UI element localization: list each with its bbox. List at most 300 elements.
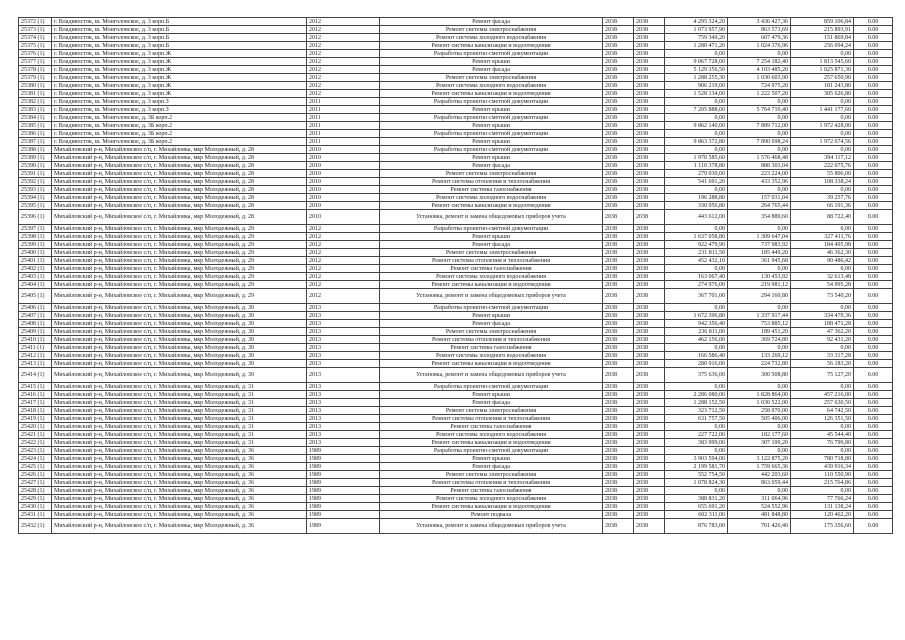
total-cost-cell: 3 903 594,00 bbox=[665, 455, 728, 463]
total-cost-cell: 541 691,20 bbox=[665, 178, 728, 186]
year-cell: 1989 bbox=[307, 503, 380, 511]
row-id-cell: 25413 (1) bbox=[19, 360, 52, 368]
row-id-cell: 25432 (1) bbox=[19, 519, 52, 534]
total-cost-cell: 443 612,00 bbox=[665, 210, 728, 225]
owner-funds-cell: 300 508,80 bbox=[728, 368, 791, 383]
plan-start-cell: 2038 bbox=[603, 383, 634, 391]
year-cell: 2012 bbox=[307, 58, 380, 66]
total-cost-cell: 1 280 471,20 bbox=[665, 42, 728, 50]
year-cell: 2013 bbox=[307, 328, 380, 336]
year-cell: 2012 bbox=[307, 233, 380, 241]
row-id-cell: 25410 (1) bbox=[19, 336, 52, 344]
owner-funds-cell: 361 945,68 bbox=[728, 257, 791, 265]
plan-start-cell: 2038 bbox=[603, 328, 634, 336]
plan-end-cell: 2038 bbox=[634, 304, 665, 312]
plan-start-cell: 2038 bbox=[603, 42, 634, 50]
table-row bbox=[19, 312, 893, 320]
plan-end-cell: 2038 bbox=[634, 503, 665, 511]
owner-funds-cell: 157 031,04 bbox=[728, 194, 791, 202]
work-type-cell: Ремонт системы канализации и водоотведения bbox=[380, 42, 603, 50]
owner-funds-cell: 0,00 bbox=[728, 344, 791, 352]
work-type-cell: Ремонт системы холодного водоснабжения bbox=[380, 273, 603, 281]
table-row bbox=[19, 336, 893, 344]
work-type-cell: Ремонт подвала bbox=[380, 511, 603, 519]
other-funds-cell: 327 411,76 bbox=[791, 233, 854, 241]
other-funds-cell: 257 630,50 bbox=[791, 399, 854, 407]
address-cell: Михайловский р-н, Михайловское с/п, г. Михайловка, мкр Молодежный, д. 29 bbox=[52, 289, 307, 304]
plan-end-cell: 2038 bbox=[634, 352, 665, 360]
year-cell: 2012 bbox=[307, 241, 380, 249]
other-funds-cell: 54 995,28 bbox=[791, 281, 854, 289]
plan-start-cell: 2038 bbox=[603, 162, 634, 170]
owner-funds-cell: 0,00 bbox=[728, 383, 791, 391]
owner-funds-cell: 1 337 917,44 bbox=[728, 312, 791, 320]
plan-end-cell: 2038 bbox=[634, 312, 665, 320]
other-funds-cell: 39 257,76 bbox=[791, 194, 854, 202]
table-row bbox=[19, 257, 893, 265]
plan-end-cell: 2038 bbox=[634, 391, 665, 399]
other-funds-cell: 0,00 bbox=[791, 423, 854, 431]
total-cost-cell: 602 311,00 bbox=[665, 511, 728, 519]
work-type-cell: Ремонт фасада bbox=[380, 241, 603, 249]
row-id-cell: 25377 (1) bbox=[19, 58, 52, 66]
address-cell: Михайловский р-н, Михайловское с/п, г. Михайловка, мкр Молодежный, д. 30 bbox=[52, 312, 307, 320]
year-cell: 1989 bbox=[307, 487, 380, 495]
address-cell: Михайловский р-н, Михайловское с/п, г. Михайловка, мкр Молодежный, д. 28 bbox=[52, 202, 307, 210]
year-cell: 2013 bbox=[307, 431, 380, 439]
plan-end-cell: 2038 bbox=[634, 399, 665, 407]
year-cell: 2013 bbox=[307, 304, 380, 312]
extra-cell: 0.00 bbox=[854, 368, 893, 383]
work-type-cell: Ремонт фасада bbox=[380, 399, 603, 407]
year-cell: 2010 bbox=[307, 178, 380, 186]
extra-cell: 0.00 bbox=[854, 328, 893, 336]
address-cell: г. Владивосток, ш. Монголовское, д. 3Б корп.2 bbox=[52, 130, 307, 138]
address-cell: Михайловский р-н, Михайловское с/п, г. Михайловка, мкр Молодежный, д. 31 bbox=[52, 423, 307, 431]
table-row bbox=[19, 289, 893, 304]
plan-start-cell: 2038 bbox=[603, 82, 634, 90]
row-id-cell: 25374 (1) bbox=[19, 34, 52, 42]
other-funds-cell: 108 338,24 bbox=[791, 178, 854, 186]
year-cell: 2010 bbox=[307, 162, 380, 170]
row-id-cell: 25411 (1) bbox=[19, 344, 52, 352]
year-cell: 2010 bbox=[307, 154, 380, 162]
work-type-cell: Разработка проектно-сметной документации bbox=[380, 383, 603, 391]
total-cost-cell: 330 956,80 bbox=[665, 202, 728, 210]
year-cell: 1989 bbox=[307, 519, 380, 534]
table-row bbox=[19, 383, 893, 391]
plan-start-cell: 2038 bbox=[603, 273, 634, 281]
total-cost-cell: 631 757,50 bbox=[665, 415, 728, 423]
address-cell: г. Владивосток, ш. Монголовское, д. 3 корп.Ж bbox=[52, 58, 307, 66]
work-type-cell: Ремонт крыши bbox=[380, 138, 603, 146]
address-cell: Михайловский р-н, Михайловское с/п, г. Михайловка, мкр Молодежный, д. 29 bbox=[52, 241, 307, 249]
plan-end-cell: 2038 bbox=[634, 178, 665, 186]
owner-funds-cell: 0,00 bbox=[728, 447, 791, 455]
other-funds-cell: 131 138,24 bbox=[791, 503, 854, 511]
row-id-cell: 25380 (1) bbox=[19, 82, 52, 90]
extra-cell: 0.00 bbox=[854, 98, 893, 106]
extra-cell: 0.00 bbox=[854, 122, 893, 130]
other-funds-cell: 32 613,48 bbox=[791, 273, 854, 281]
other-funds-cell: 151 869,84 bbox=[791, 34, 854, 42]
table-row bbox=[19, 162, 893, 170]
other-funds-cell: 439 916,34 bbox=[791, 463, 854, 471]
owner-funds-cell: 294 160,80 bbox=[728, 289, 791, 304]
extra-cell: 0.00 bbox=[854, 487, 893, 495]
total-cost-cell: 1 672 396,80 bbox=[665, 312, 728, 320]
address-cell: Михайловский р-н, Михайловское с/п, г. Михайловка, мкр Молодежный, д. 36 bbox=[52, 487, 307, 495]
extra-cell: 0.00 bbox=[854, 519, 893, 534]
address-cell: Михайловский р-н, Михайловское с/п, г. Михайловка, мкр Молодежный, д. 28 bbox=[52, 210, 307, 225]
extra-cell: 0.00 bbox=[854, 66, 893, 74]
extra-cell: 0.00 bbox=[854, 455, 893, 463]
year-cell: 2011 bbox=[307, 122, 380, 130]
table-row bbox=[19, 50, 893, 58]
work-type-cell: Ремонт системы холодного водоснабжения bbox=[380, 352, 603, 360]
work-type-cell: Ремонт системы канализации и водоотведения bbox=[380, 360, 603, 368]
address-cell: Михайловский р-н, Михайловское с/п, г. Михайловка, мкр Молодежный, д. 31 bbox=[52, 399, 307, 407]
row-id-cell: 25393 (1) bbox=[19, 186, 52, 194]
plan-end-cell: 2038 bbox=[634, 154, 665, 162]
owner-funds-cell: 1 222 507,20 bbox=[728, 90, 791, 98]
table-row bbox=[19, 58, 893, 66]
address-cell: Михайловский р-н, Михайловское с/п, г. Михайловка, мкр Молодежный, д. 31 bbox=[52, 383, 307, 391]
plan-start-cell: 2038 bbox=[603, 344, 634, 352]
work-type-cell: Ремонт системы холодного водоснабжения bbox=[380, 34, 603, 42]
row-id-cell: 25386 (1) bbox=[19, 130, 52, 138]
table-row bbox=[19, 82, 893, 90]
address-cell: г. Владивосток, ш. Монголовское, д. 3 корп.Б bbox=[52, 42, 307, 50]
owner-funds-cell: 1 828 864,00 bbox=[728, 391, 791, 399]
row-id-cell: 25379 (1) bbox=[19, 74, 52, 82]
year-cell: 2013 bbox=[307, 415, 380, 423]
plan-end-cell: 2038 bbox=[634, 210, 665, 225]
work-type-cell: Ремонт системы газоснабжения bbox=[380, 265, 603, 273]
plan-start-cell: 2038 bbox=[603, 471, 634, 479]
other-funds-cell: 457 216,00 bbox=[791, 391, 854, 399]
owner-funds-cell: 1 030 522,00 bbox=[728, 399, 791, 407]
other-funds-cell: 110 550,90 bbox=[791, 471, 854, 479]
extra-cell: 0.00 bbox=[854, 146, 893, 154]
total-cost-cell: 280 916,00 bbox=[665, 360, 728, 368]
other-funds-cell: 1 025 871,30 bbox=[791, 66, 854, 74]
plan-start-cell: 2038 bbox=[603, 154, 634, 162]
other-funds-cell: 0,00 bbox=[791, 130, 854, 138]
address-cell: Михайловский р-н, Михайловское с/п, г. Михайловка, мкр Молодежный, д. 36 bbox=[52, 463, 307, 471]
table-row bbox=[19, 233, 893, 241]
table-row bbox=[19, 328, 893, 336]
address-cell: Михайловский р-н, Михайловское с/п, г. Михайловка, мкр Молодежный, д. 30 bbox=[52, 352, 307, 360]
other-funds-cell: 46 362,30 bbox=[791, 249, 854, 257]
plan-end-cell: 2038 bbox=[634, 74, 665, 82]
address-cell: Михайловский р-н, Михайловское с/п, г. Михайловка, мкр Молодежный, д. 29 bbox=[52, 225, 307, 233]
other-funds-cell: 859 106,84 bbox=[791, 18, 854, 26]
year-cell: 2013 bbox=[307, 391, 380, 399]
work-type-cell: Ремонт крыши bbox=[380, 455, 603, 463]
plan-end-cell: 2038 bbox=[634, 423, 665, 431]
plan-start-cell: 2038 bbox=[603, 495, 634, 503]
owner-funds-cell: 5 764 710,40 bbox=[728, 106, 791, 114]
work-type-cell: Ремонт фасада bbox=[380, 162, 603, 170]
owner-funds-cell: 524 552,96 bbox=[728, 503, 791, 511]
address-cell: Михайловский р-н, Михайловское с/п, г. Михайловка, мкр Молодежный, д. 36 bbox=[52, 519, 307, 534]
plan-start-cell: 2038 bbox=[603, 281, 634, 289]
plan-start-cell: 2038 bbox=[603, 66, 634, 74]
total-cost-cell: 0,00 bbox=[665, 50, 728, 58]
other-funds-cell: 188 471,28 bbox=[791, 320, 854, 328]
other-funds-cell: 56 183,20 bbox=[791, 360, 854, 368]
table-row bbox=[19, 170, 893, 178]
plan-start-cell: 2038 bbox=[603, 146, 634, 154]
work-type-cell: Установка, ремонт и замена общедомовых приборов учета bbox=[380, 519, 603, 534]
work-type-cell: Разработка проектно-сметной документации bbox=[380, 447, 603, 455]
plan-start-cell: 2038 bbox=[603, 423, 634, 431]
plan-end-cell: 2038 bbox=[634, 447, 665, 455]
table-row bbox=[19, 503, 893, 511]
plan-start-cell: 2038 bbox=[603, 415, 634, 423]
owner-funds-cell: 223 224,00 bbox=[728, 170, 791, 178]
year-cell: 2010 bbox=[307, 170, 380, 178]
plan-end-cell: 2038 bbox=[634, 360, 665, 368]
owner-funds-cell: 737 983,92 bbox=[728, 241, 791, 249]
year-cell: 2011 bbox=[307, 106, 380, 114]
owner-funds-cell: 1 309 647,04 bbox=[728, 233, 791, 241]
owner-funds-cell: 0,00 bbox=[728, 130, 791, 138]
plan-start-cell: 2038 bbox=[603, 90, 634, 98]
work-type-cell: Разработка проектно-сметной документации bbox=[380, 130, 603, 138]
plan-end-cell: 2038 bbox=[634, 50, 665, 58]
work-type-cell: Ремонт системы отопления и теплоснабжения bbox=[380, 479, 603, 487]
plan-start-cell: 2038 bbox=[603, 26, 634, 34]
extra-cell: 0.00 bbox=[854, 391, 893, 399]
year-cell: 1989 bbox=[307, 447, 380, 455]
row-id-cell: 25408 (1) bbox=[19, 320, 52, 328]
owner-funds-cell: 0,00 bbox=[728, 265, 791, 273]
plan-start-cell: 2038 bbox=[603, 58, 634, 66]
work-type-cell: Ремонт системы электроснабжения bbox=[380, 328, 603, 336]
table-row bbox=[19, 344, 893, 352]
row-id-cell: 25395 (1) bbox=[19, 202, 52, 210]
year-cell: 2012 bbox=[307, 273, 380, 281]
plan-end-cell: 2038 bbox=[634, 225, 665, 233]
plan-end-cell: 2038 bbox=[634, 241, 665, 249]
total-cost-cell: 452 432,10 bbox=[665, 257, 728, 265]
table-row bbox=[19, 455, 893, 463]
address-cell: г. Владивосток, ш. Монголовское, д. 3 корп.Ж bbox=[52, 74, 307, 82]
other-funds-cell: 0,00 bbox=[791, 487, 854, 495]
plan-end-cell: 2038 bbox=[634, 273, 665, 281]
table-row bbox=[19, 186, 893, 194]
plan-start-cell: 2038 bbox=[603, 170, 634, 178]
owner-funds-cell: 1 024 376,96 bbox=[728, 42, 791, 50]
owner-funds-cell: 258 970,00 bbox=[728, 407, 791, 415]
owner-funds-cell: 1 759 665,36 bbox=[728, 463, 791, 471]
work-type-cell: Разработка проектно-сметной документации bbox=[380, 225, 603, 233]
table-row bbox=[19, 423, 893, 431]
other-funds-cell: 1 972 674,56 bbox=[791, 138, 854, 146]
total-cost-cell: 942 356,40 bbox=[665, 320, 728, 328]
owner-funds-cell: 1 030 603,90 bbox=[728, 74, 791, 82]
work-type-cell: Установка, ремонт и замена общедомовых приборов учета bbox=[380, 368, 603, 383]
owner-funds-cell: 863 059,44 bbox=[728, 479, 791, 487]
other-funds-cell: 175 356,60 bbox=[791, 519, 854, 534]
plan-end-cell: 2038 bbox=[634, 82, 665, 90]
owner-funds-cell: 724 975,20 bbox=[728, 82, 791, 90]
row-id-cell: 25389 (1) bbox=[19, 154, 52, 162]
plan-end-cell: 2038 bbox=[634, 257, 665, 265]
plan-start-cell: 2038 bbox=[603, 439, 634, 447]
work-type-cell: Ремонт крыши bbox=[380, 106, 603, 114]
other-funds-cell: 47 362,20 bbox=[791, 328, 854, 336]
plan-end-cell: 2038 bbox=[634, 34, 665, 42]
table-row bbox=[19, 154, 893, 162]
total-cost-cell: 367 701,00 bbox=[665, 289, 728, 304]
owner-funds-cell: 753 885,12 bbox=[728, 320, 791, 328]
extra-cell: 0.00 bbox=[854, 74, 893, 82]
row-id-cell: 25402 (1) bbox=[19, 265, 52, 273]
plan-end-cell: 2038 bbox=[634, 66, 665, 74]
year-cell: 2010 bbox=[307, 194, 380, 202]
year-cell: 1989 bbox=[307, 463, 380, 471]
row-id-cell: 25403 (1) bbox=[19, 273, 52, 281]
plan-start-cell: 2038 bbox=[603, 312, 634, 320]
plan-end-cell: 2038 bbox=[634, 26, 665, 34]
extra-cell: 0.00 bbox=[854, 34, 893, 42]
owner-funds-cell: 133 269,12 bbox=[728, 352, 791, 360]
plan-start-cell: 2038 bbox=[603, 122, 634, 130]
address-cell: Михайловский р-н, Михайловское с/п, г. Михайловка, мкр Молодежный, д. 30 bbox=[52, 360, 307, 368]
work-type-cell: Ремонт системы отопления и теплоснабжения bbox=[380, 178, 603, 186]
address-cell: Михайловский р-н, Михайловское с/п, г. Михайловка, мкр Молодежный, д. 30 bbox=[52, 304, 307, 312]
owner-funds-cell: 4 103 485,20 bbox=[728, 66, 791, 74]
row-id-cell: 25405 (1) bbox=[19, 289, 52, 304]
work-type-cell: Ремонт системы канализации и водоотведения bbox=[380, 281, 603, 289]
row-id-cell: 25431 (1) bbox=[19, 511, 52, 519]
row-id-cell: 25420 (1) bbox=[19, 423, 52, 431]
extra-cell: 0.00 bbox=[854, 289, 893, 304]
other-funds-cell: 0,00 bbox=[791, 50, 854, 58]
extra-cell: 0.00 bbox=[854, 383, 893, 391]
work-type-cell: Ремонт крыши bbox=[380, 312, 603, 320]
year-cell: 2012 bbox=[307, 257, 380, 265]
table-row bbox=[19, 407, 893, 415]
address-cell: Михайловский р-н, Михайловское с/п, г. Михайловка, мкр Молодежный, д. 29 bbox=[52, 233, 307, 241]
plan-end-cell: 2038 bbox=[634, 471, 665, 479]
other-funds-cell: 33 317,28 bbox=[791, 352, 854, 360]
row-id-cell: 25390 (1) bbox=[19, 162, 52, 170]
extra-cell: 0.00 bbox=[854, 178, 893, 186]
owner-funds-cell: 3 122 875,20 bbox=[728, 455, 791, 463]
plan-start-cell: 2038 bbox=[603, 114, 634, 122]
plan-end-cell: 2038 bbox=[634, 281, 665, 289]
address-cell: г. Владивосток, ш. Монголовское, д. 3 корп.Ж bbox=[52, 66, 307, 74]
table-row bbox=[19, 74, 893, 82]
extra-cell: 0.00 bbox=[854, 202, 893, 210]
year-cell: 2012 bbox=[307, 289, 380, 304]
other-funds-cell: 394 117,12 bbox=[791, 154, 854, 162]
plan-start-cell: 2038 bbox=[603, 18, 634, 26]
extra-cell: 0.00 bbox=[854, 511, 893, 519]
year-cell: 2012 bbox=[307, 66, 380, 74]
total-cost-cell: 375 636,00 bbox=[665, 368, 728, 383]
row-id-cell: 25419 (1) bbox=[19, 415, 52, 423]
extra-cell: 0.00 bbox=[854, 90, 893, 98]
address-cell: Михайловский р-н, Михайловское с/п, г. Михайловка, мкр Молодежный, д. 28 bbox=[52, 154, 307, 162]
address-cell: Михайловский р-н, Михайловское с/п, г. Михайловка, мкр Молодежный, д. 28 bbox=[52, 194, 307, 202]
table-row bbox=[19, 487, 893, 495]
address-cell: Михайловский р-н, Михайловское с/п, г. Михайловка, мкр Молодежный, д. 29 bbox=[52, 265, 307, 273]
total-cost-cell: 383 999,00 bbox=[665, 439, 728, 447]
plan-end-cell: 2038 bbox=[634, 344, 665, 352]
extra-cell: 0.00 bbox=[854, 431, 893, 439]
total-cost-cell: 7 205 888,00 bbox=[665, 106, 728, 114]
total-cost-cell: 1 110 378,80 bbox=[665, 162, 728, 170]
plan-end-cell: 2038 bbox=[634, 511, 665, 519]
plan-start-cell: 2038 bbox=[603, 249, 634, 257]
plan-start-cell: 2038 bbox=[603, 138, 634, 146]
work-type-cell: Установка, ремонт и замена общедомовых приборов учета bbox=[380, 210, 603, 225]
plan-start-cell: 2038 bbox=[603, 130, 634, 138]
work-type-cell: Ремонт системы электроснабжения bbox=[380, 407, 603, 415]
row-id-cell: 25423 (1) bbox=[19, 447, 52, 455]
work-type-cell: Разработка проектно-сметной документации bbox=[380, 146, 603, 154]
other-funds-cell: 181 243,80 bbox=[791, 82, 854, 90]
owner-funds-cell: 7 889 712,00 bbox=[728, 122, 791, 130]
extra-cell: 0.00 bbox=[854, 439, 893, 447]
table-row bbox=[19, 106, 893, 114]
table-row bbox=[19, 249, 893, 257]
table-row bbox=[19, 479, 893, 487]
total-cost-cell: 552 754,50 bbox=[665, 471, 728, 479]
owner-funds-cell: 311 064,96 bbox=[728, 495, 791, 503]
other-funds-cell: 75 127,20 bbox=[791, 368, 854, 383]
work-type-cell: Ремонт системы холодного водоснабжения bbox=[380, 431, 603, 439]
other-funds-cell: 1 972 428,00 bbox=[791, 122, 854, 130]
plan-start-cell: 2038 bbox=[603, 391, 634, 399]
row-id-cell: 25397 (1) bbox=[19, 225, 52, 233]
other-funds-cell: 0,00 bbox=[791, 383, 854, 391]
row-id-cell: 25417 (1) bbox=[19, 399, 52, 407]
owner-funds-cell: 863 573,69 bbox=[728, 26, 791, 34]
address-cell: Михайловский р-н, Михайловское с/п, г. Михайловка, мкр Молодежный, д. 36 bbox=[52, 447, 307, 455]
extra-cell: 0.00 bbox=[854, 130, 893, 138]
extra-cell: 0.00 bbox=[854, 265, 893, 273]
year-cell: 2010 bbox=[307, 210, 380, 225]
extra-cell: 0.00 bbox=[854, 42, 893, 50]
extra-cell: 0.00 bbox=[854, 26, 893, 34]
plan-end-cell: 2038 bbox=[634, 202, 665, 210]
work-type-cell: Ремонт системы газоснабжения bbox=[380, 487, 603, 495]
extra-cell: 0.00 bbox=[854, 18, 893, 26]
total-cost-cell: 2 199 581,70 bbox=[665, 463, 728, 471]
work-type-cell: Ремонт крыши bbox=[380, 122, 603, 130]
other-funds-cell: 184 495,98 bbox=[791, 241, 854, 249]
extra-cell: 0.00 bbox=[854, 162, 893, 170]
plan-end-cell: 2038 bbox=[634, 58, 665, 66]
address-cell: Михайловский р-н, Михайловское с/п, г. Михайловка, мкр Молодежный, д. 31 bbox=[52, 415, 307, 423]
address-cell: Михайловский р-н, Михайловское с/п, г. Михайловка, мкр Молодежный, д. 28 bbox=[52, 186, 307, 194]
owner-funds-cell: 505 406,00 bbox=[728, 415, 791, 423]
plan-start-cell: 2038 bbox=[603, 352, 634, 360]
extra-cell: 0.00 bbox=[854, 114, 893, 122]
plan-start-cell: 2038 bbox=[603, 519, 634, 534]
plan-start-cell: 2038 bbox=[603, 487, 634, 495]
address-cell: Михайловский р-н, Михайловское с/п, г. Михайловка, мкр Молодежный, д. 31 bbox=[52, 439, 307, 447]
table-row bbox=[19, 146, 893, 154]
plan-start-cell: 2038 bbox=[603, 225, 634, 233]
work-type-cell: Ремонт крыши bbox=[380, 58, 603, 66]
